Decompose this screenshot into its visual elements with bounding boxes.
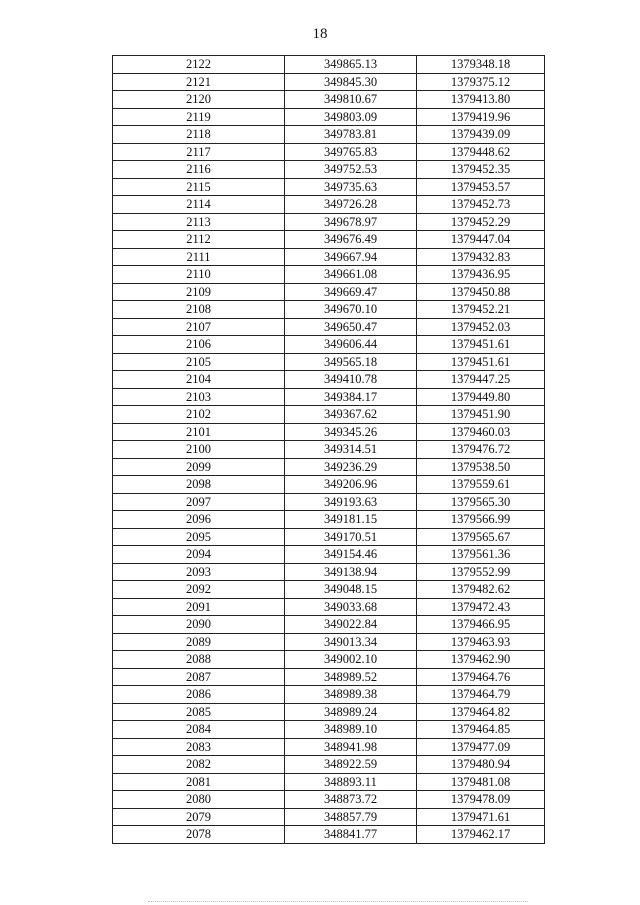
point-id-cell: 2091 <box>113 598 285 616</box>
table-row <box>113 108 545 126</box>
x-coordinate-cell: 348989.10 <box>285 721 417 739</box>
table-row <box>113 371 545 389</box>
table-row <box>113 73 545 91</box>
y-coordinate-cell: 1379419.96 <box>417 108 545 126</box>
point-id-cell: 2103 <box>113 388 285 406</box>
table-row <box>113 616 545 634</box>
y-coordinate-cell: 1379439.09 <box>417 126 545 144</box>
table-row <box>113 703 545 721</box>
x-coordinate-cell: 349676.49 <box>285 231 417 249</box>
table-row <box>113 336 545 354</box>
x-coordinate-cell: 349022.84 <box>285 616 417 634</box>
table-row <box>113 143 545 161</box>
y-coordinate-cell: 1379464.85 <box>417 721 545 739</box>
table-row <box>113 651 545 669</box>
y-coordinate-cell: 1379348.18 <box>417 56 545 74</box>
point-id-cell: 2101 <box>113 423 285 441</box>
point-id-cell: 2088 <box>113 651 285 669</box>
y-coordinate-cell: 1379559.61 <box>417 476 545 494</box>
y-coordinate-cell: 1379413.80 <box>417 91 545 109</box>
table-row <box>113 318 545 336</box>
point-id-cell: 2079 <box>113 808 285 826</box>
x-coordinate-cell: 349661.08 <box>285 266 417 284</box>
x-coordinate-cell: 349048.15 <box>285 581 417 599</box>
table-row <box>113 791 545 809</box>
table-row <box>113 56 545 74</box>
y-coordinate-cell: 1379561.36 <box>417 546 545 564</box>
point-id-cell: 2106 <box>113 336 285 354</box>
coordinates-table-body <box>113 56 545 844</box>
y-coordinate-cell: 1379452.35 <box>417 161 545 179</box>
x-coordinate-cell: 349670.10 <box>285 301 417 319</box>
y-coordinate-cell: 1379447.25 <box>417 371 545 389</box>
y-coordinate-cell: 1379447.04 <box>417 231 545 249</box>
point-id-cell: 2078 <box>113 826 285 844</box>
y-coordinate-cell: 1379478.09 <box>417 791 545 809</box>
y-coordinate-cell: 1379451.61 <box>417 353 545 371</box>
table-row <box>113 161 545 179</box>
point-id-cell: 2102 <box>113 406 285 424</box>
point-id-cell: 2120 <box>113 91 285 109</box>
page-number: 18 <box>312 26 328 42</box>
table-row <box>113 423 545 441</box>
table-row <box>113 388 545 406</box>
point-id-cell: 2082 <box>113 756 285 774</box>
x-coordinate-cell: 349565.18 <box>285 353 417 371</box>
x-coordinate-cell: 348922.59 <box>285 756 417 774</box>
y-coordinate-cell: 1379481.08 <box>417 773 545 791</box>
x-coordinate-cell: 349314.51 <box>285 441 417 459</box>
x-coordinate-cell: 349735.63 <box>285 178 417 196</box>
table-row <box>113 633 545 651</box>
y-coordinate-cell: 1379565.30 <box>417 493 545 511</box>
table-row <box>113 808 545 826</box>
x-coordinate-cell: 348893.11 <box>285 773 417 791</box>
x-coordinate-cell: 349810.67 <box>285 91 417 109</box>
point-id-cell: 2093 <box>113 563 285 581</box>
point-id-cell: 2084 <box>113 721 285 739</box>
table-row <box>113 686 545 704</box>
table-row <box>113 91 545 109</box>
coordinates-table <box>112 55 545 844</box>
x-coordinate-cell: 349170.51 <box>285 528 417 546</box>
table-row <box>113 458 545 476</box>
point-id-cell: 2111 <box>113 248 285 266</box>
y-coordinate-cell: 1379452.29 <box>417 213 545 231</box>
table-row <box>113 563 545 581</box>
point-id-cell: 2100 <box>113 441 285 459</box>
y-coordinate-cell: 1379464.76 <box>417 668 545 686</box>
table-row <box>113 476 545 494</box>
y-coordinate-cell: 1379453.57 <box>417 178 545 196</box>
x-coordinate-cell: 349845.30 <box>285 73 417 91</box>
x-coordinate-cell: 349765.83 <box>285 143 417 161</box>
table-row <box>113 283 545 301</box>
y-coordinate-cell: 1379462.90 <box>417 651 545 669</box>
y-coordinate-cell: 1379375.12 <box>417 73 545 91</box>
x-coordinate-cell: 349367.62 <box>285 406 417 424</box>
x-coordinate-cell: 349650.47 <box>285 318 417 336</box>
table-row <box>113 581 545 599</box>
y-coordinate-cell: 1379450.88 <box>417 283 545 301</box>
x-coordinate-cell: 349033.68 <box>285 598 417 616</box>
table-row <box>113 196 545 214</box>
x-coordinate-cell: 349345.26 <box>285 423 417 441</box>
point-id-cell: 2122 <box>113 56 285 74</box>
table-row <box>113 721 545 739</box>
point-id-cell: 2096 <box>113 511 285 529</box>
point-id-cell: 2116 <box>113 161 285 179</box>
y-coordinate-cell: 1379451.61 <box>417 336 545 354</box>
point-id-cell: 2118 <box>113 126 285 144</box>
point-id-cell: 2110 <box>113 266 285 284</box>
y-coordinate-cell: 1379462.17 <box>417 826 545 844</box>
x-coordinate-cell: 349678.97 <box>285 213 417 231</box>
point-id-cell: 2080 <box>113 791 285 809</box>
page-bottom-rule <box>148 901 528 902</box>
table-row <box>113 598 545 616</box>
point-id-cell: 2113 <box>113 213 285 231</box>
y-coordinate-cell: 1379565.67 <box>417 528 545 546</box>
table-row <box>113 248 545 266</box>
y-coordinate-cell: 1379466.95 <box>417 616 545 634</box>
point-id-cell: 2105 <box>113 353 285 371</box>
y-coordinate-cell: 1379432.83 <box>417 248 545 266</box>
point-id-cell: 2095 <box>113 528 285 546</box>
point-id-cell: 2098 <box>113 476 285 494</box>
y-coordinate-cell: 1379436.95 <box>417 266 545 284</box>
y-coordinate-cell: 1379464.82 <box>417 703 545 721</box>
table-row <box>113 266 545 284</box>
point-id-cell: 2107 <box>113 318 285 336</box>
x-coordinate-cell: 349181.15 <box>285 511 417 529</box>
point-id-cell: 2109 <box>113 283 285 301</box>
x-coordinate-cell: 349002.10 <box>285 651 417 669</box>
point-id-cell: 2114 <box>113 196 285 214</box>
y-coordinate-cell: 1379482.62 <box>417 581 545 599</box>
y-coordinate-cell: 1379452.21 <box>417 301 545 319</box>
x-coordinate-cell: 349606.44 <box>285 336 417 354</box>
x-coordinate-cell: 348841.77 <box>285 826 417 844</box>
point-id-cell: 2085 <box>113 703 285 721</box>
table-row <box>113 546 545 564</box>
y-coordinate-cell: 1379452.03 <box>417 318 545 336</box>
point-id-cell: 2094 <box>113 546 285 564</box>
x-coordinate-cell: 349236.29 <box>285 458 417 476</box>
x-coordinate-cell: 348941.98 <box>285 738 417 756</box>
y-coordinate-cell: 1379451.90 <box>417 406 545 424</box>
point-id-cell: 2117 <box>113 143 285 161</box>
table-row <box>113 178 545 196</box>
x-coordinate-cell: 349865.13 <box>285 56 417 74</box>
table-row <box>113 738 545 756</box>
point-id-cell: 2108 <box>113 301 285 319</box>
x-coordinate-cell: 348857.79 <box>285 808 417 826</box>
x-coordinate-cell: 349783.81 <box>285 126 417 144</box>
table-row <box>113 231 545 249</box>
y-coordinate-cell: 1379476.72 <box>417 441 545 459</box>
x-coordinate-cell: 349752.53 <box>285 161 417 179</box>
x-coordinate-cell: 349193.63 <box>285 493 417 511</box>
table-row <box>113 493 545 511</box>
x-coordinate-cell: 349206.96 <box>285 476 417 494</box>
x-coordinate-cell: 348873.72 <box>285 791 417 809</box>
y-coordinate-cell: 1379449.80 <box>417 388 545 406</box>
point-id-cell: 2092 <box>113 581 285 599</box>
x-coordinate-cell: 349410.78 <box>285 371 417 389</box>
table-row <box>113 213 545 231</box>
y-coordinate-cell: 1379480.94 <box>417 756 545 774</box>
x-coordinate-cell: 348989.52 <box>285 668 417 686</box>
table-row <box>113 511 545 529</box>
x-coordinate-cell: 348989.38 <box>285 686 417 704</box>
table-row <box>113 826 545 844</box>
table-row <box>113 528 545 546</box>
x-coordinate-cell: 349154.46 <box>285 546 417 564</box>
point-id-cell: 2081 <box>113 773 285 791</box>
point-id-cell: 2089 <box>113 633 285 651</box>
point-id-cell: 2087 <box>113 668 285 686</box>
y-coordinate-cell: 1379471.61 <box>417 808 545 826</box>
y-coordinate-cell: 1379452.73 <box>417 196 545 214</box>
point-id-cell: 2104 <box>113 371 285 389</box>
y-coordinate-cell: 1379463.93 <box>417 633 545 651</box>
x-coordinate-cell: 349726.28 <box>285 196 417 214</box>
table-row <box>113 406 545 424</box>
x-coordinate-cell: 349013.34 <box>285 633 417 651</box>
point-id-cell: 2090 <box>113 616 285 634</box>
y-coordinate-cell: 1379566.99 <box>417 511 545 529</box>
point-id-cell: 2099 <box>113 458 285 476</box>
point-id-cell: 2112 <box>113 231 285 249</box>
y-coordinate-cell: 1379538.50 <box>417 458 545 476</box>
x-coordinate-cell: 348989.24 <box>285 703 417 721</box>
x-coordinate-cell: 349384.17 <box>285 388 417 406</box>
point-id-cell: 2115 <box>113 178 285 196</box>
x-coordinate-cell: 349669.47 <box>285 283 417 301</box>
table-row <box>113 773 545 791</box>
point-id-cell: 2086 <box>113 686 285 704</box>
y-coordinate-cell: 1379464.79 <box>417 686 545 704</box>
x-coordinate-cell: 349667.94 <box>285 248 417 266</box>
table-row <box>113 441 545 459</box>
y-coordinate-cell: 1379552.99 <box>417 563 545 581</box>
table-row <box>113 756 545 774</box>
point-id-cell: 2121 <box>113 73 285 91</box>
table-row <box>113 126 545 144</box>
y-coordinate-cell: 1379472.43 <box>417 598 545 616</box>
y-coordinate-cell: 1379477.09 <box>417 738 545 756</box>
point-id-cell: 2083 <box>113 738 285 756</box>
table-row <box>113 301 545 319</box>
table-row <box>113 353 545 371</box>
y-coordinate-cell: 1379448.62 <box>417 143 545 161</box>
x-coordinate-cell: 349138.94 <box>285 563 417 581</box>
y-coordinate-cell: 1379460.03 <box>417 423 545 441</box>
x-coordinate-cell: 349803.09 <box>285 108 417 126</box>
point-id-cell: 2097 <box>113 493 285 511</box>
point-id-cell: 2119 <box>113 108 285 126</box>
table-row <box>113 668 545 686</box>
